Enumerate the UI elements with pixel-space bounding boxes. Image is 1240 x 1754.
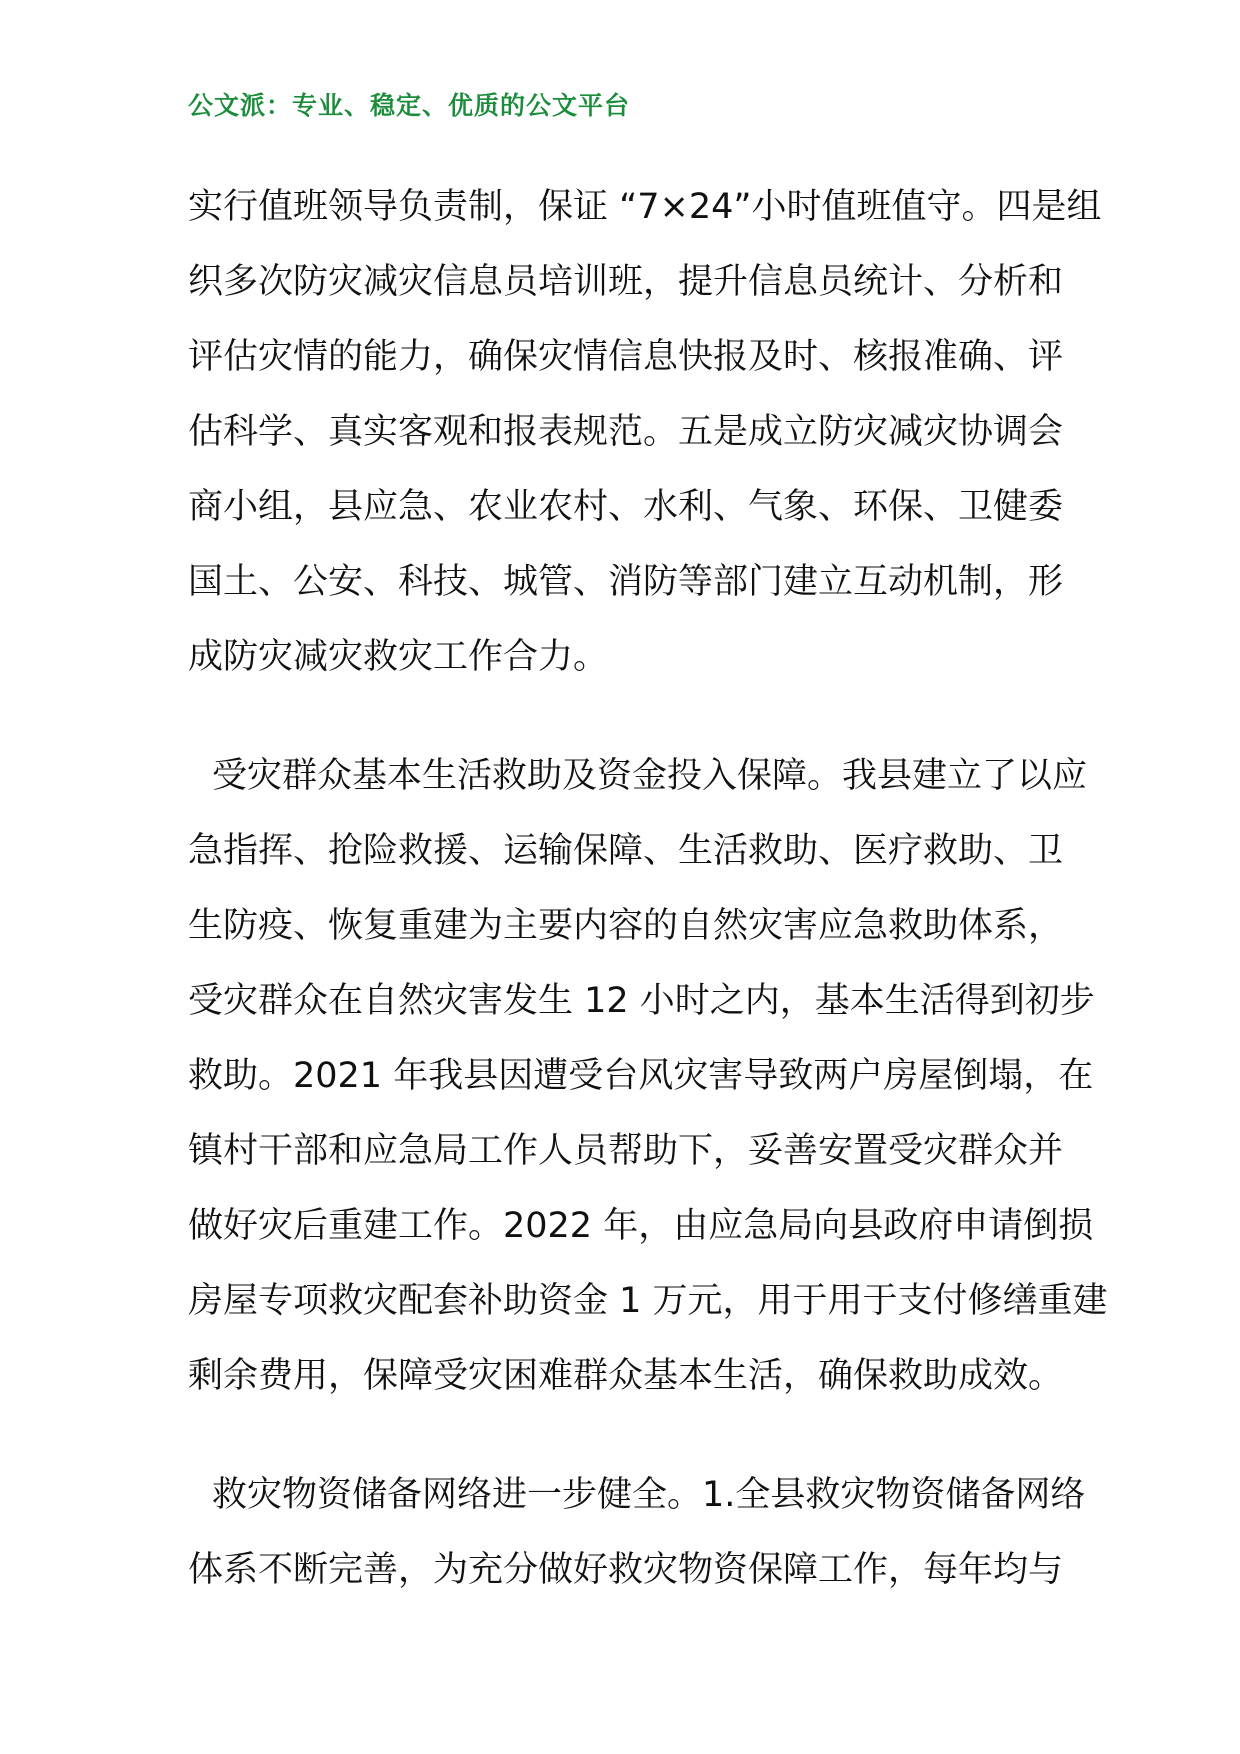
- paragraph-3: [188, 1458, 1086, 1608]
- text-line: 镇村干部和应急局工作人员帮助下，妥善安置受灾群众并: [188, 1131, 1064, 1171]
- text-line: 体系不断完善，为充分做好救灾物资保障工作，每年均与: [188, 1550, 1064, 1590]
- paragraph-2: [188, 739, 1108, 1414]
- text-line: 国土、公安、科技、城管、消防等部门建立互动机制，形: [188, 562, 1064, 602]
- text-line: 救助。2021 年我县因遭受台风灾害导致两户房屋倒塌，在: [188, 1056, 1094, 1096]
- text-line: 估科学、真实客观和报表规范。五是成立防灾减灾协调会: [188, 412, 1064, 452]
- document-body: [188, 170, 1108, 1608]
- text-line: 剩余费用，保障受灾困难群众基本生活，确保救助成效。: [188, 1356, 1064, 1396]
- paragraph-1: [188, 170, 1102, 695]
- text-line: 成防灾减灾救灾工作合力。: [188, 637, 609, 677]
- text-line: 商小组，县应急、农业农村、水利、气象、环保、卫健委: [188, 487, 1064, 527]
- text-line: 生防疫、恢复重建为主要内容的自然灾害应急救助体系，: [188, 906, 1064, 946]
- text-line: 织多次防灾减灾信息员培训班，提升信息员统计、分析和: [188, 262, 1064, 302]
- text-line: 评估灾情的能力，确保灾情信息快报及时、核报准确、评: [188, 337, 1064, 377]
- text-line: 实行值班领导负责制，保证 “7×24”小时值班值守。四是组: [188, 187, 1102, 227]
- text-line: 受灾群众基本生活救助及资金投入保障。我县建立了以应: [212, 756, 1088, 796]
- page-header: 公文派：专业、稳定、优质的公文平台: [188, 91, 631, 120]
- text-line: 做好灾后重建工作。2022 年，由应急局向县政府申请倒损: [188, 1206, 1094, 1246]
- text-line: 救灾物资储备网络进一步健全。1.全县救灾物资储备网络: [212, 1475, 1086, 1515]
- text-line: 急指挥、抢险救援、运输保障、生活救助、医疗救助、卫: [188, 831, 1064, 871]
- text-line: 受灾群众在自然灾害发生 12 小时之内，基本生活得到初步: [188, 981, 1095, 1021]
- text-line: 房屋专项救灾配套补助资金 1 万元，用于用于支付修缮重建: [188, 1281, 1108, 1321]
